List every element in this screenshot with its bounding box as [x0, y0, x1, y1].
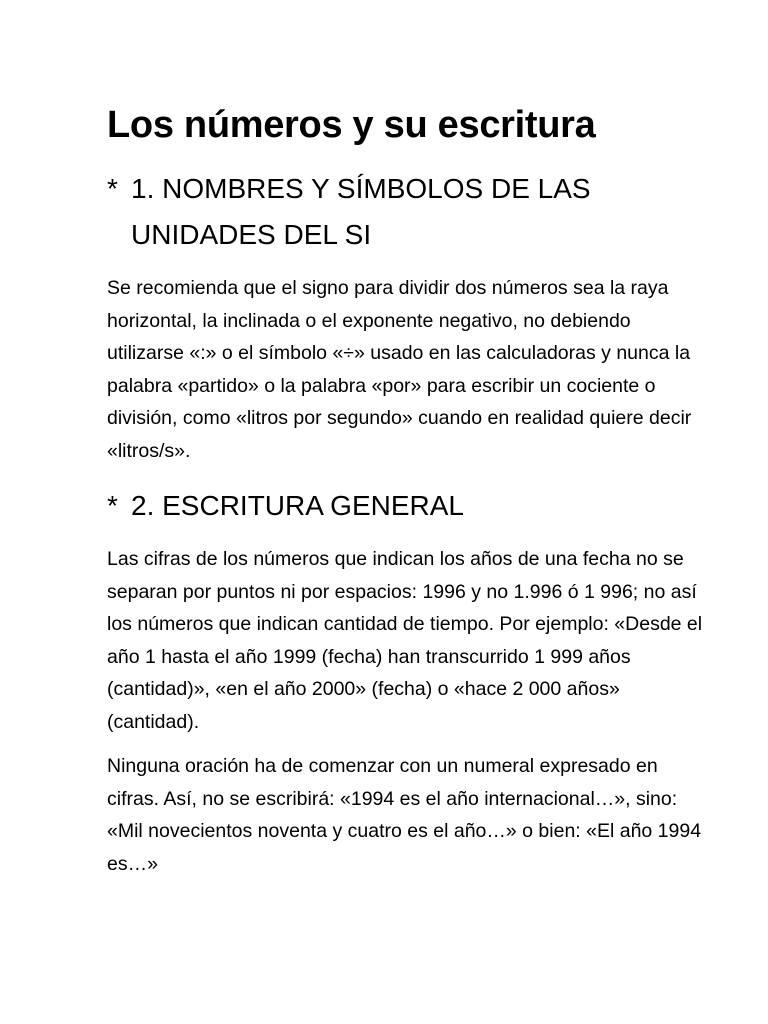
- section-heading-text: 2. ESCRITURA GENERAL: [131, 490, 464, 521]
- paragraph-division-sign: Se recomienda que el signo para dividir dos números sea la raya horizontal, la inclinada o el exponente negativo, no debiendo utilizarse «:» o el símbolo «÷» usado en las calculadoras y nunca la palabra «partido» o la palabra «por» para escribir un cociente o división, como «litros por segundo» cuando en realidad quiere decir «litros/s».: [107, 277, 692, 462]
- section-heading-units: [107, 166, 708, 258]
- asterisk-bullet: *: [107, 173, 118, 204]
- section-heading-text: 1. NOMBRES Y SÍMBOLOS DE LAS UNIDADES DEL SI: [131, 173, 591, 250]
- paragraph-sentence-start: Ninguna oración ha de comenzar con un numeral expresado en cifras. Así, no se escribirá: «1994 es el año internacional…», sino: «Mil novecientos noventa y cuatro es el año…» o bien: «El año 1994 es…»: [107, 755, 702, 875]
- paragraph-year-digits: Las cifras de los números que indican los años de una fecha no se separan por puntos ni por espacios: 1996 y no 1.996 ó 1 996; no así los números que indican cantidad de tiempo. Por ejemplo: «Desde el año 1 hasta el año 1999 (fecha) han transcurrido 1 999 años (cantidad)», «en el año 2000» (fecha) o «hace 2 000 años» (cantidad).: [107, 548, 703, 733]
- section-heading-general-writing: [107, 483, 708, 529]
- asterisk-bullet: *: [107, 490, 118, 521]
- document-title: Los números y su escritura: [107, 104, 596, 146]
